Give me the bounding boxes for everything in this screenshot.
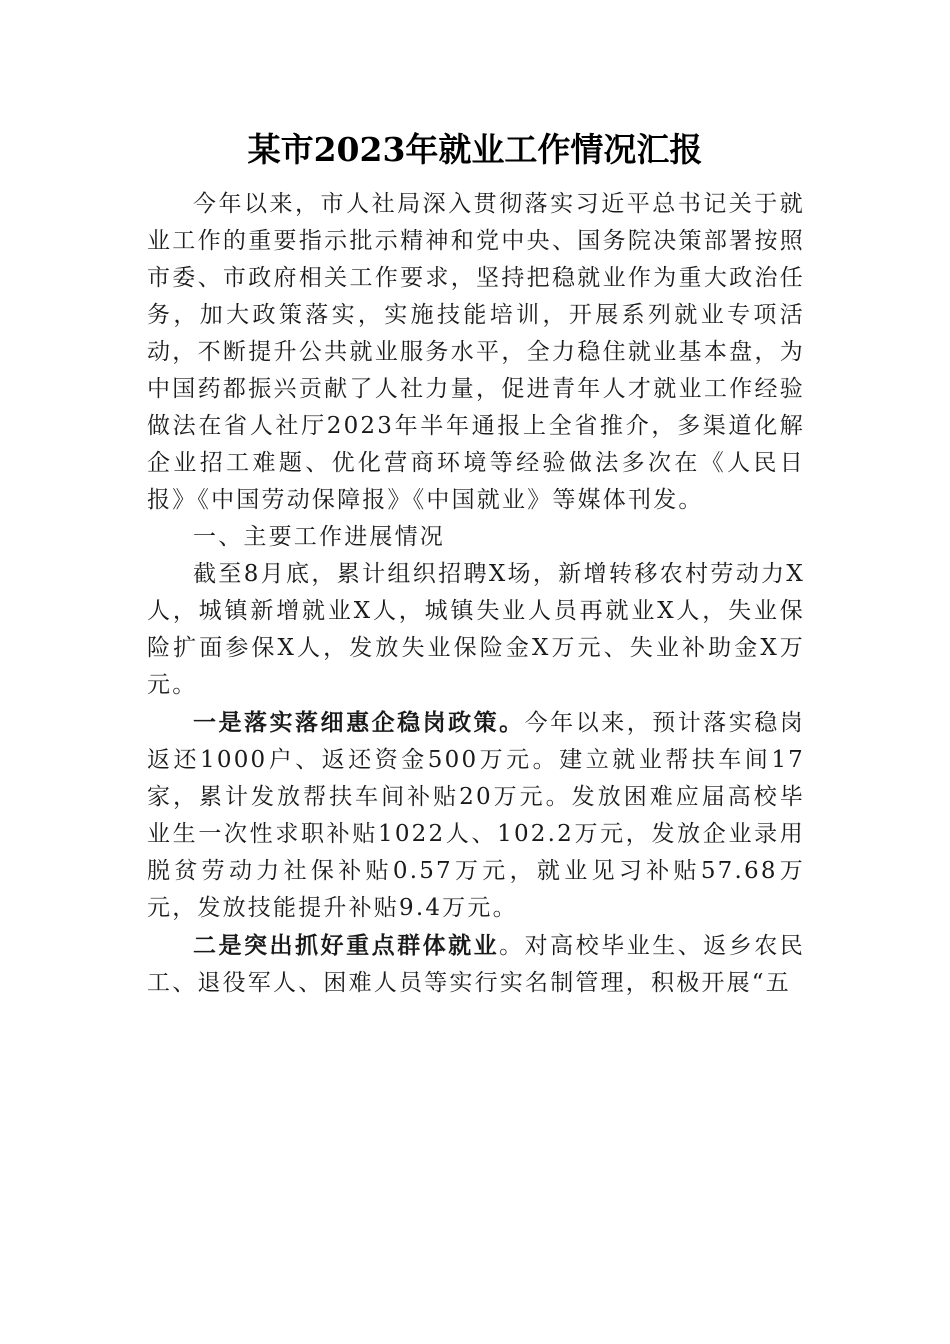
item-one-lead: 一是落实落细惠企稳岗政策。	[193, 709, 525, 736]
intro-paragraph: 今年以来，市人社局深入贯彻落实习近平总书记关于就业工作的重要指示批示精神和党中央、国务院决策部署按照市委、市政府相关工作要求，坚持把稳就业作为重大政治任务，加大政策落实，实施技能培训，开展系列就业专项活动，不断提升公共就业服务水平，全力稳住就业基本盘，为中国药都振兴贡献了人社力量，促进青年人才就业工作经验做法在省人社厅2023年半年通报上全省推介，多渠道化解企业招工难题、优化营商环境等经验做法多次在《人民日报》《中国劳动保障报》《中国就业》等媒体刊发。	[147, 191, 805, 513]
section-summary-paragraph: 截至8月底，累计组织招聘X场，新增转移农村劳动力X人，城镇新增就业X人，城镇失业人员再就业X人，失业保险扩面参保X人，发放失业保险金X万元、失业补助金X万元。	[147, 561, 805, 698]
item-two-paragraph	[147, 927, 805, 1002]
item-two-lead: 二是突出抓好重点群体就业	[193, 932, 500, 959]
item-two-text: 。对高校毕业生、返乡农民工、退役军人、困难人员等实行实名制管理，积极开展“五	[147, 933, 805, 996]
item-one-text: 今年以来，预计落实稳岗返还1000户、返还资金500万元。建立就业帮扶车间17家，累计发放帮扶车间补贴20万元。发放困难应届高校毕业生一次性求职补贴1022人、102.2万元，发放企业录用脱贫劳动力社保补贴0.57万元，就业见习补贴57.68万元，发放技能提升补贴9.4万元。	[147, 710, 805, 921]
document-body	[147, 186, 805, 1002]
item-one-paragraph	[147, 704, 805, 927]
section-heading: 一、主要工作进展情况	[193, 524, 445, 550]
document-title: 某市2023年就业工作情况汇报	[247, 130, 703, 169]
